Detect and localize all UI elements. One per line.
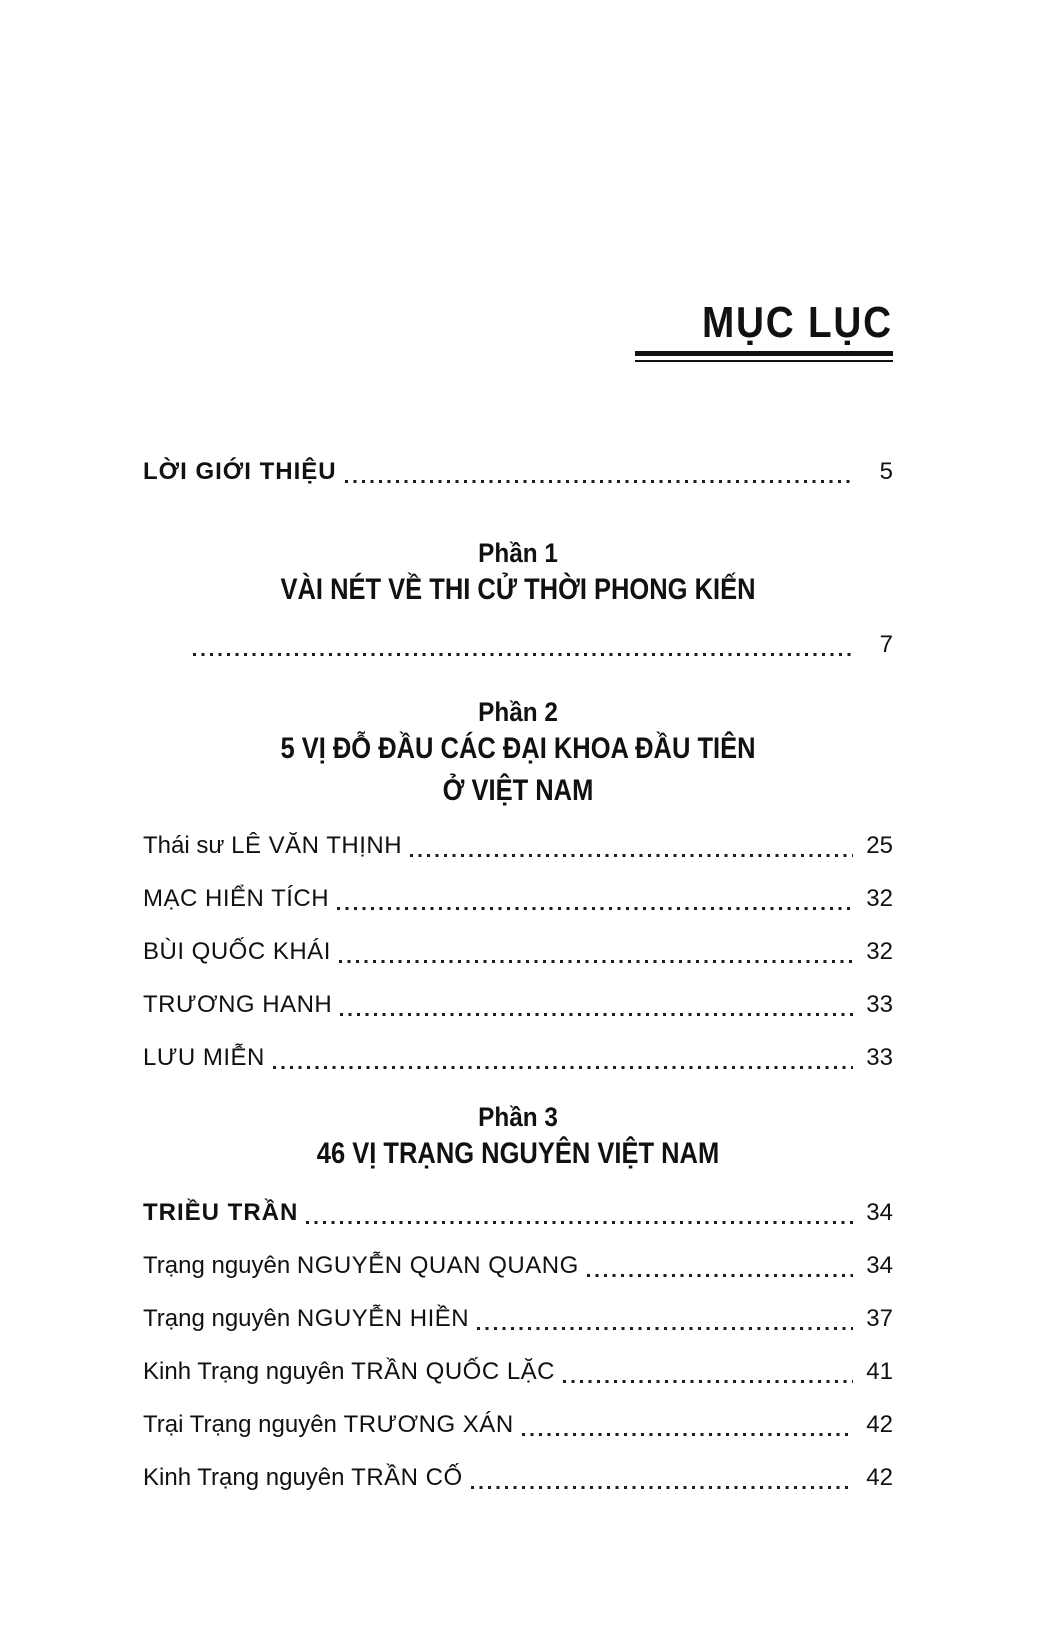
page-number: 33 bbox=[866, 991, 893, 1018]
dotted-leader-icon bbox=[339, 960, 853, 963]
page-number: 7 bbox=[879, 631, 893, 658]
section-title-line: 46 VỊ TRẠNG NGUYÊN VIỆT NAM bbox=[316, 1137, 720, 1170]
toc-entry-prefix: Kinh Trạng nguyên bbox=[143, 1464, 352, 1491]
toc-entry bbox=[143, 934, 893, 970]
toc-entry-name: TRẦN QUỐC LẶC bbox=[351, 1358, 556, 1385]
toc-entry-name: TRƯƠNG XÁN bbox=[343, 1411, 514, 1438]
title-underline bbox=[635, 351, 893, 362]
page-number: 42 bbox=[866, 1464, 893, 1491]
toc-body bbox=[143, 454, 893, 1496]
dotted-leader-icon bbox=[522, 1433, 853, 1436]
dotted-leader-icon bbox=[340, 1013, 853, 1016]
toc-entry-prefix: Trạng nguyên bbox=[143, 1252, 297, 1279]
toc-entry-prefix: Trạng nguyên bbox=[143, 1305, 297, 1332]
toc-entry-label bbox=[143, 1040, 265, 1076]
toc-entry-name: BÙI QUỐC KHÁI bbox=[143, 938, 331, 965]
toc-section bbox=[143, 1102, 893, 1496]
page-number: 32 bbox=[866, 885, 893, 912]
dotted-leader-icon bbox=[410, 854, 853, 857]
page-number: 41 bbox=[866, 1358, 893, 1385]
toc-entry-label bbox=[143, 987, 332, 1023]
page-number: 33 bbox=[866, 1044, 893, 1071]
toc-section bbox=[143, 697, 893, 1076]
dotted-leader-icon bbox=[306, 1221, 853, 1224]
page-number: 32 bbox=[866, 938, 893, 965]
toc-entry bbox=[143, 987, 893, 1023]
toc-entry-label bbox=[143, 934, 331, 970]
part-label: Phần 1 bbox=[478, 538, 558, 568]
toc-entry-name: LƯU MIỄN bbox=[143, 1044, 265, 1071]
toc-entry-label bbox=[143, 1407, 514, 1443]
toc-content bbox=[143, 0, 893, 1496]
toc-entry-name: NGUYỄN QUAN QUANG bbox=[296, 1252, 579, 1279]
toc-entry bbox=[143, 1248, 893, 1284]
page-number: 25 bbox=[866, 832, 893, 859]
toc-entry-label bbox=[143, 1460, 463, 1496]
page-number: 34 bbox=[866, 1252, 893, 1279]
section-entries bbox=[143, 627, 893, 663]
part-label: Phần 3 bbox=[478, 1102, 558, 1132]
toc-entry bbox=[143, 627, 893, 663]
toc-entry-prefix: Trại Trạng nguyên bbox=[143, 1411, 344, 1438]
section-title-line: 5 VỊ ĐỖ ĐẦU CÁC ĐẠI KHOA ĐẦU TIÊN bbox=[280, 732, 756, 765]
toc-entry-label bbox=[143, 454, 337, 490]
page-number: 34 bbox=[866, 1199, 893, 1226]
dotted-leader-icon bbox=[563, 1380, 853, 1383]
toc-entry-label bbox=[143, 1248, 579, 1284]
toc-entry bbox=[143, 881, 893, 917]
toc-entry bbox=[143, 1354, 893, 1390]
toc-entry bbox=[143, 454, 893, 490]
page-title-block bbox=[143, 0, 893, 362]
toc-entry-name: NGUYỄN HIỀN bbox=[296, 1305, 470, 1332]
dotted-leader-icon bbox=[471, 1486, 853, 1489]
toc-entry-name: LÊ VĂN THỊNH bbox=[231, 832, 403, 859]
toc-section bbox=[143, 538, 893, 663]
dotted-leader-icon bbox=[345, 480, 853, 483]
page-number: 42 bbox=[866, 1411, 893, 1438]
toc-entry-name: LỜI GIỚI THIỆU bbox=[143, 458, 337, 485]
section-entries bbox=[143, 1195, 893, 1496]
toc-entry-prefix: Kinh Trạng nguyên bbox=[143, 1358, 352, 1385]
toc-entry-label bbox=[143, 1354, 555, 1390]
toc-entry bbox=[143, 1301, 893, 1337]
section-title-line: VÀI NÉT VỀ THI CỬ THỜI PHONG KIẾN bbox=[280, 573, 756, 606]
toc-entry bbox=[143, 1040, 893, 1076]
toc-entry-name: MẠC HIỂN TÍCH bbox=[143, 885, 330, 912]
dotted-leader-icon bbox=[587, 1274, 853, 1277]
toc-entry bbox=[143, 1195, 893, 1231]
dotted-leader-icon bbox=[273, 1066, 853, 1069]
dotted-leader-icon bbox=[193, 653, 853, 656]
part-label: Phần 2 bbox=[478, 697, 558, 727]
toc-entry bbox=[143, 1407, 893, 1443]
page-title: MỤC LỤC bbox=[702, 298, 893, 347]
toc-entry-label bbox=[143, 1195, 298, 1231]
section-entries bbox=[143, 828, 893, 1076]
toc-entry-label bbox=[143, 1301, 469, 1337]
toc-entry-label bbox=[143, 828, 402, 864]
dotted-leader-icon bbox=[477, 1327, 853, 1330]
toc-entry-prefix: Thái sư bbox=[143, 832, 232, 859]
toc-entry-name: TRẦN CỐ bbox=[351, 1464, 463, 1491]
toc-entry bbox=[143, 1460, 893, 1496]
section-title-line: Ở VIỆT NAM bbox=[442, 774, 594, 807]
toc-entry bbox=[143, 828, 893, 864]
page-number: 5 bbox=[879, 458, 893, 485]
toc-entry-name: TRIỀU TRẦN bbox=[143, 1199, 299, 1226]
page-number: 37 bbox=[866, 1305, 893, 1332]
toc-entry-name: TRƯƠNG HANH bbox=[143, 991, 333, 1018]
dotted-leader-icon bbox=[337, 907, 853, 910]
toc-entry-label bbox=[143, 881, 329, 917]
